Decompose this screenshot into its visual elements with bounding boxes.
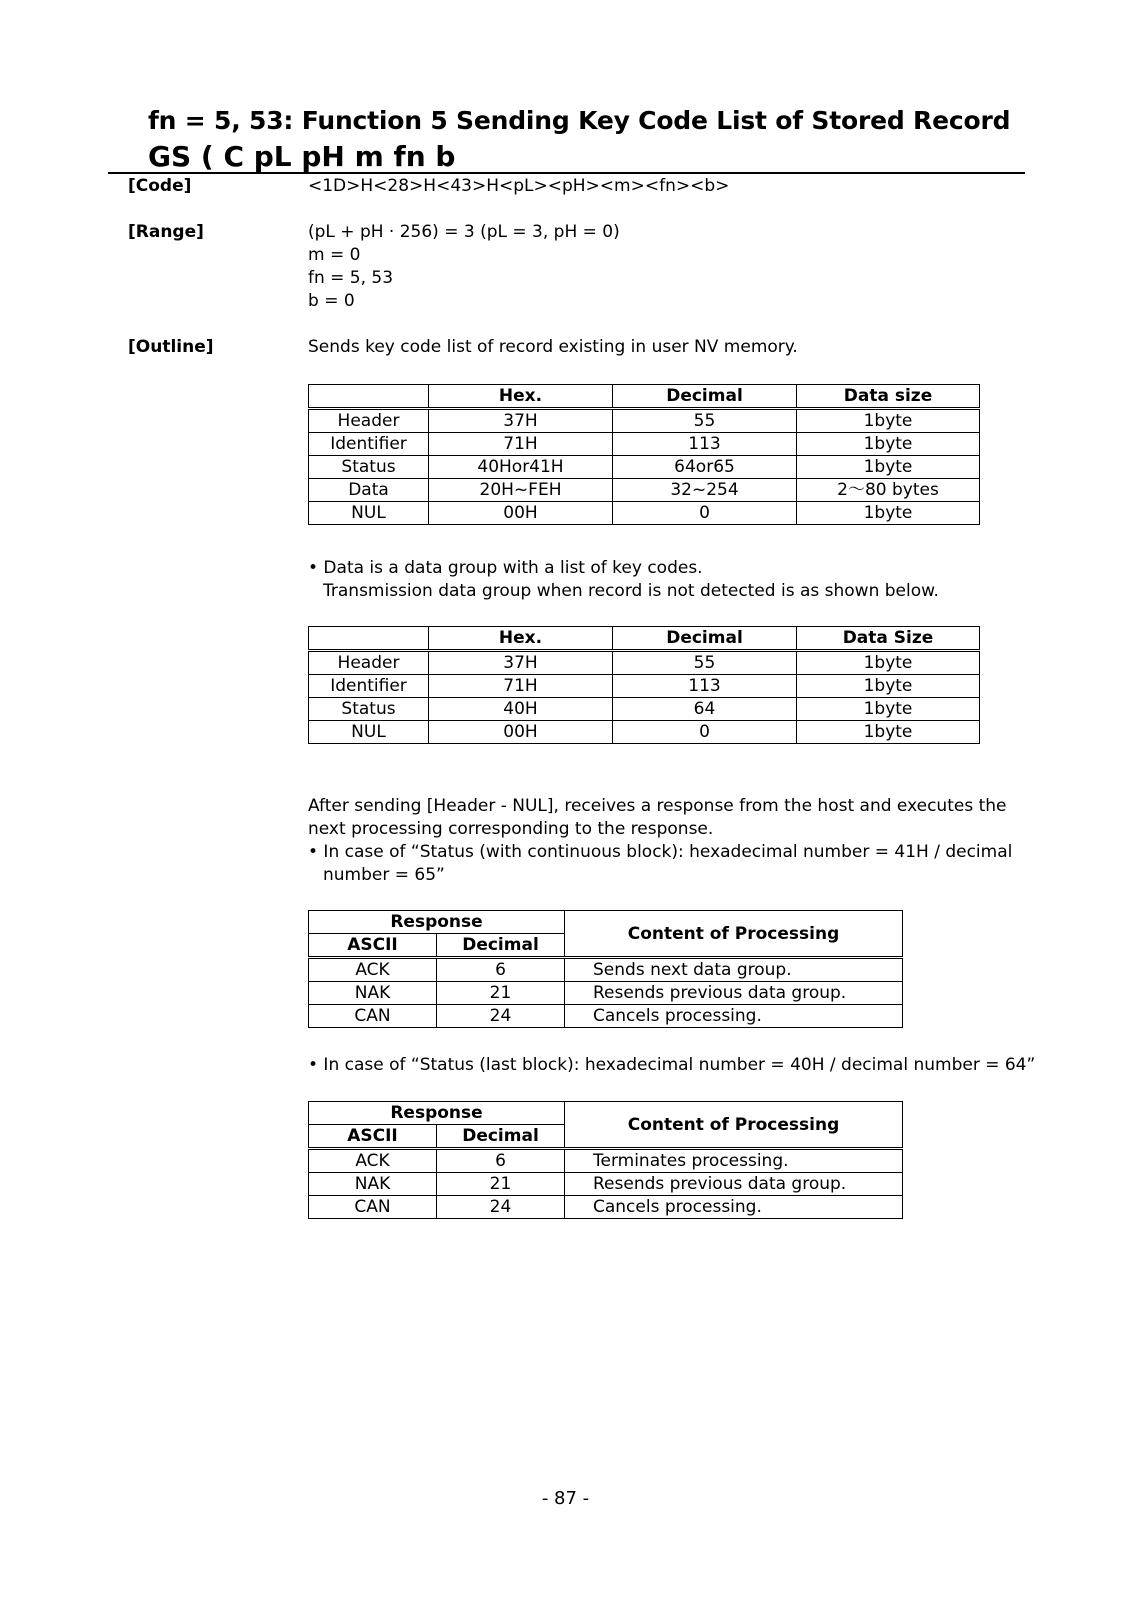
table-cell: 00H	[429, 721, 613, 744]
table-cell: 21	[437, 982, 565, 1005]
table-cell: 37H	[429, 409, 613, 433]
table-cell: 37H	[429, 651, 613, 675]
content-header: Content of Processing	[565, 1102, 903, 1149]
table-cell: 00H	[429, 502, 613, 525]
table-header-cell: Hex.	[429, 385, 613, 409]
table-cell: 1byte	[797, 409, 980, 433]
table-cell: 71H	[429, 675, 613, 698]
outline-label: [Outline]	[128, 337, 214, 357]
table-cell: 0	[613, 721, 797, 744]
response-header: Response	[309, 1102, 565, 1125]
table-cell: Cancels processing.	[565, 1005, 903, 1028]
range-line: fn = 5, 53	[308, 268, 394, 288]
table-cell: Status	[309, 456, 429, 479]
table-row	[309, 1173, 903, 1196]
table-cell: 1byte	[797, 456, 980, 479]
table-cell: 20H~FEH	[429, 479, 613, 502]
table-row	[309, 651, 980, 675]
table-row	[309, 958, 903, 982]
response-format-table	[308, 384, 980, 525]
table-row	[309, 1196, 903, 1219]
table-cell: 21	[437, 1173, 565, 1196]
table-cell: Sends next data group.	[565, 958, 903, 982]
code-value: <1D>H<28>H<43>H<pL><pH><m><fn><b>	[308, 176, 730, 196]
note-text: • Data is a data group with a list of key codes.	[308, 558, 703, 578]
section-title: fn = 5, 53: Function 5 Sending Key Code List of Stored Record	[148, 106, 1011, 135]
table-row	[309, 456, 980, 479]
table-cell: Identifier	[309, 675, 429, 698]
decimal-header: Decimal	[437, 1125, 565, 1149]
ascii-header: ASCII	[309, 1125, 437, 1149]
table-cell: 0	[613, 502, 797, 525]
code-label: [Code]	[128, 176, 192, 196]
table-cell: 55	[613, 409, 797, 433]
table-cell: 113	[613, 433, 797, 456]
table-cell: CAN	[309, 1005, 437, 1028]
command-title: GS ( C pL pH m fn b	[148, 140, 456, 173]
table-cell: Header	[309, 651, 429, 675]
table-row	[309, 721, 980, 744]
table-cell: Resends previous data group.	[565, 1173, 903, 1196]
table-cell: Data	[309, 479, 429, 502]
last-block-response-table	[308, 1101, 903, 1219]
table-cell: 32~254	[613, 479, 797, 502]
table-header-cell: Data Size	[797, 627, 980, 651]
body-text: • In case of “Status (with continuous block): hexadecimal number = 41H / decimal	[308, 842, 1013, 862]
table-header-cell: Decimal	[613, 385, 797, 409]
range-line: (pL + pH · 256) = 3 (pL = 3, pH = 0)	[308, 222, 620, 242]
table-header-cell	[309, 627, 429, 651]
table-cell: NAK	[309, 1173, 437, 1196]
table-cell: Identifier	[309, 433, 429, 456]
table-cell: 2〜80 bytes	[797, 479, 980, 502]
table-cell: 40H	[429, 698, 613, 721]
table-row	[309, 675, 980, 698]
table-cell: 1byte	[797, 675, 980, 698]
range-line: m = 0	[308, 245, 361, 265]
table-cell: 24	[437, 1196, 565, 1219]
response-header: Response	[309, 911, 565, 934]
table-cell: 1byte	[797, 651, 980, 675]
table-cell: 55	[613, 651, 797, 675]
table-cell: 1byte	[797, 433, 980, 456]
table-header-cell	[309, 385, 429, 409]
title-rule	[108, 172, 1025, 174]
table-cell: 6	[437, 958, 565, 982]
note-text: Transmission data group when record is not detected is as shown below.	[323, 581, 939, 601]
table-cell: 64or65	[613, 456, 797, 479]
table-cell: NUL	[309, 502, 429, 525]
table-header-cell: Hex.	[429, 627, 613, 651]
body-text: next processing corresponding to the response.	[308, 819, 714, 839]
table-header-cell: Decimal	[613, 627, 797, 651]
not-detected-table	[308, 626, 980, 744]
table-row	[309, 433, 980, 456]
ascii-header: ASCII	[309, 934, 437, 958]
content-header: Content of Processing	[565, 911, 903, 958]
table-cell: Terminates processing.	[565, 1149, 903, 1173]
table-row	[309, 982, 903, 1005]
table-cell: 1byte	[797, 698, 980, 721]
table-cell: 6	[437, 1149, 565, 1173]
table-row	[309, 409, 980, 433]
range-label: [Range]	[128, 222, 204, 242]
table-cell: 1byte	[797, 721, 980, 744]
table-row	[309, 479, 980, 502]
body-text: After sending [Header - NUL], receives a response from the host and executes the	[308, 796, 1007, 816]
table-row	[309, 1149, 903, 1173]
table-cell: NUL	[309, 721, 429, 744]
table-cell: NAK	[309, 982, 437, 1005]
table-cell: 24	[437, 1005, 565, 1028]
decimal-header: Decimal	[437, 934, 565, 958]
table-cell: 113	[613, 675, 797, 698]
note-text: • In case of “Status (last block): hexadecimal number = 40H / decimal number = 64”	[308, 1055, 1036, 1075]
page-number: - 87 -	[541, 1488, 590, 1509]
table-row	[309, 502, 980, 525]
table-cell: 1byte	[797, 502, 980, 525]
body-text: number = 65”	[323, 865, 445, 885]
table-cell: 64	[613, 698, 797, 721]
table-cell: Status	[309, 698, 429, 721]
table-cell: ACK	[309, 1149, 437, 1173]
table-cell: Header	[309, 409, 429, 433]
range-line: b = 0	[308, 291, 355, 311]
table-cell: Resends previous data group.	[565, 982, 903, 1005]
table-cell: 40Hor41H	[429, 456, 613, 479]
table-header-cell: Data size	[797, 385, 980, 409]
table-cell: CAN	[309, 1196, 437, 1219]
table-cell: 71H	[429, 433, 613, 456]
table-cell: ACK	[309, 958, 437, 982]
table-row	[309, 698, 980, 721]
table-row	[309, 1005, 903, 1028]
continuous-block-response-table	[308, 910, 903, 1028]
table-cell: Cancels processing.	[565, 1196, 903, 1219]
outline-text: Sends key code list of record existing in user NV memory.	[308, 337, 798, 357]
